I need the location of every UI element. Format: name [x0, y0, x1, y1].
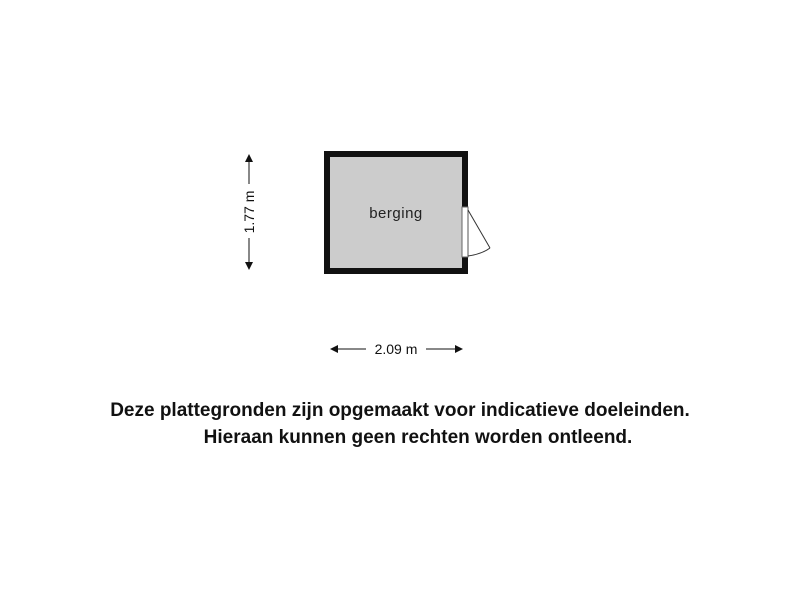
door-arc [468, 248, 490, 256]
door-swing [462, 207, 490, 257]
wall-right-lower [462, 257, 468, 274]
wall-bottom [324, 268, 468, 274]
wall-top [324, 151, 468, 157]
height-dimension [240, 154, 258, 270]
width-arrow-left [330, 345, 338, 353]
wall-left [324, 151, 330, 274]
wall-right-upper [462, 151, 468, 207]
door-leaf [468, 210, 490, 248]
height-arrow-bottom [245, 262, 253, 270]
height-arrow-top [245, 154, 253, 162]
width-dimension-label: 2.09 m [374, 341, 418, 357]
disclaimer-line-1: Deze plattegronden zijn opgemaakt voor indicatieve doeleinden. [110, 400, 690, 421]
room-label: berging [369, 205, 423, 222]
width-dimension [330, 340, 463, 358]
width-arrow-right [455, 345, 463, 353]
height-dimension-label: 1.77 m [241, 190, 257, 234]
disclaimer-line-2: Hieraan kunnen geen rechten worden ontleend. [203, 427, 633, 448]
door-opening [462, 207, 468, 257]
